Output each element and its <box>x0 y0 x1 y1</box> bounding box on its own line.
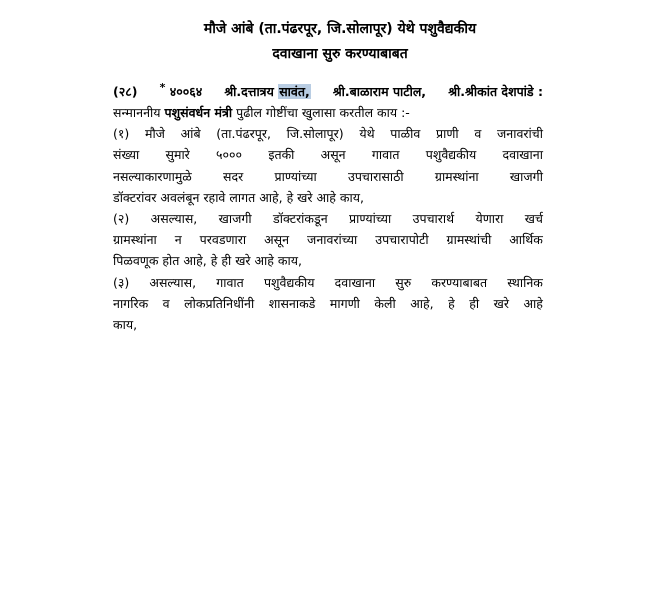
word: येथे <box>359 126 375 142</box>
word: असून <box>320 147 346 163</box>
word: खरे <box>493 295 509 311</box>
para1-line4-text: डॉक्टरांवर अवलंबून रहावे लागत आहे, हे खरे आहे काय, <box>113 189 364 205</box>
starred-marker: * <box>159 81 166 94</box>
word: पाळीव <box>390 126 421 142</box>
word: डॉक्टरांकडून <box>273 210 328 226</box>
para1-line4 <box>113 187 543 208</box>
word: खर्च <box>524 210 543 226</box>
para3-line2 <box>113 293 543 314</box>
word: पशुवैद्यकीय <box>263 274 315 290</box>
member-3-name: श्री.श्रीकांत देशपांडे : <box>448 84 543 99</box>
para2-line3-text: पिळवणूक होत आहे, हे ही खरे आहे काय, <box>113 253 302 269</box>
word: ग्रामस्थांना <box>434 168 479 184</box>
word: मागणी <box>329 295 360 311</box>
para3-line1 <box>113 272 543 293</box>
para3-line3-text: काय, <box>113 316 138 332</box>
word: ५००० <box>216 147 243 163</box>
word: प्राण्यांच्या <box>274 168 317 184</box>
word: सदर <box>223 168 244 184</box>
word: (१) <box>113 126 130 142</box>
intro-prefix: सन्माननीय <box>113 105 161 120</box>
word: असून <box>264 232 290 248</box>
para1-line3 <box>113 166 543 187</box>
word: उपचारापोटी <box>375 232 429 248</box>
word: खाजगी <box>509 168 543 184</box>
word: (२) <box>113 210 130 226</box>
word: (३) <box>113 274 130 290</box>
question-body <box>113 102 543 335</box>
member-1-surname-highlighted: सावंत, <box>279 84 310 99</box>
word: ग्रामस्थांची <box>446 232 492 248</box>
intro-line <box>113 102 543 123</box>
document-title-line-1: मौजे आंबे (ता.पंढरपूर, जि.सोलापूर) येथे पशुवैद्यकीय <box>203 21 477 37</box>
word: जि.सोलापूर) <box>286 126 344 142</box>
word: केली <box>374 295 396 311</box>
word: उपचारार्थ <box>412 210 455 226</box>
word: स्थानिक <box>507 274 543 290</box>
word: गावात <box>216 274 244 290</box>
word: जनावरांच्या <box>307 232 358 248</box>
word: न <box>174 232 182 248</box>
question-number: (२८) <box>113 84 138 99</box>
word: असल्यास, <box>149 274 197 290</box>
word: आहे <box>523 295 543 311</box>
intro-suffix: पुढील गोष्टींचा खुलासा करतील काय :- <box>236 105 410 120</box>
word: परवडणारा <box>199 232 247 248</box>
question-id: ४००६४ <box>169 84 203 99</box>
word: नागरिक <box>113 295 149 311</box>
word: व <box>162 295 170 311</box>
word: मौजे <box>144 126 165 142</box>
word: दवाखाना <box>334 274 376 290</box>
word: उपचारासाठी <box>347 168 404 184</box>
word: आहे, <box>410 295 434 311</box>
word: व <box>474 126 482 142</box>
word: येणारा <box>475 210 504 226</box>
word: सुरु <box>395 274 412 290</box>
minister-name: पशुसंवर्धन मंत्री <box>164 105 233 120</box>
word: जनावरांची <box>497 126 543 142</box>
word: ही <box>469 295 480 311</box>
word: प्राणी <box>436 126 459 142</box>
word: नसल्याकारणामुळे <box>113 168 192 184</box>
question-header <box>113 81 543 103</box>
word: आंबे <box>180 126 201 142</box>
word: आर्थिक <box>509 232 543 248</box>
word: पशुवैद्यकीय <box>425 147 477 163</box>
word: असल्यास, <box>150 210 198 226</box>
word: संख्या <box>113 147 140 163</box>
word: दवाखाना <box>502 147 543 163</box>
word: गावात <box>371 147 400 163</box>
word: हे <box>448 295 455 311</box>
word: शासनाकडे <box>268 295 316 311</box>
para1-line2 <box>113 144 543 165</box>
word: लोकप्रतिनिधींनी <box>184 295 255 311</box>
word: (ता.पंढरपूर, <box>216 126 271 142</box>
member-2-name: श्री.बाळाराम पाटील, <box>332 84 427 99</box>
word: प्राण्यांच्या <box>349 210 392 226</box>
para2-line2 <box>113 229 543 250</box>
question-id-group <box>160 81 203 103</box>
word: खाजगी <box>218 210 252 226</box>
word: इतकी <box>268 147 295 163</box>
para2-line1 <box>113 208 543 229</box>
word: करण्याबाबत <box>431 274 488 290</box>
member-1-name: श्री.दत्तात्रय <box>224 84 274 99</box>
word: सुमारे <box>165 147 190 163</box>
document-title-line-2: दवाखाना सुरु करण्याबाबत <box>272 46 408 62</box>
para1-line1 <box>113 123 543 144</box>
para3-line3 <box>113 314 543 335</box>
member-1-group <box>224 81 310 103</box>
para2-line3 <box>113 250 543 271</box>
word: ग्रामस्थांना <box>113 232 157 248</box>
